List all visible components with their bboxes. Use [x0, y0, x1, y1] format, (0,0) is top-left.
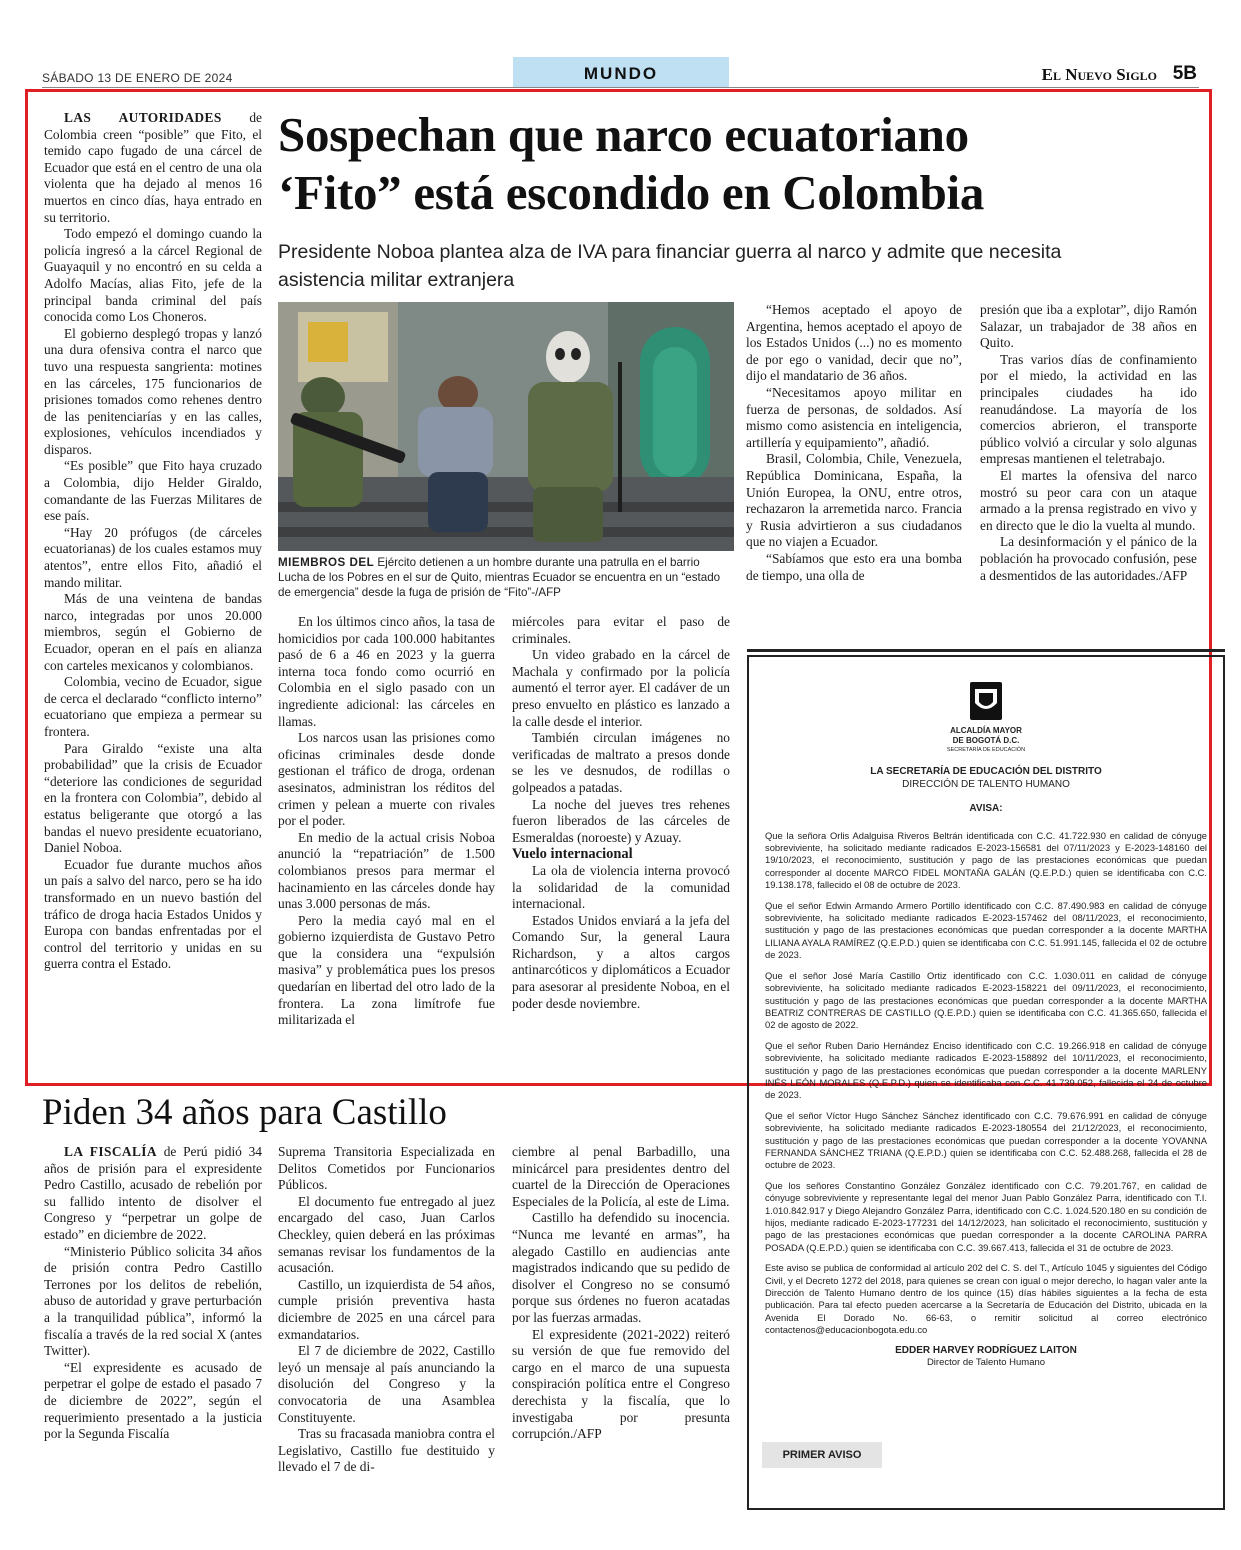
- paragraph: presión que iba a explotar”, dijo Ramón Salazar, un trabajador de 38 años en Quito.: [980, 302, 1197, 351]
- notice-paragraph: Que el señor José María Castillo Ortiz identificado con C.C. 1.030.011 en calidad de cónyuge sobreviviente, ha solicitado mediante radicados E-2023-158221 del 09/11/2023, el reconocimiento, sustitución y pago de las prestaciones económicas que puedan corresponder a la docente MARTHA BEATRIZ CONTRERAS DE CASTILLO (Q.E.P.D.) quien se identificaba con C.C. 41.365.650, fallecida el 02 de agosto de 2022.: [765, 969, 1207, 1031]
- notice-paragraph: Que los señores Constantino González González identificado con C.C. 79.201.767, en calidad de cónyuge sobreviviente y representante legal del menor Juan Pablo González Parra, identificado con T.I. 1.010.842.917 y Diego Alejandro González Parra, identificado con C.C. 1.024.520.180 en su condición de hijos, mediante radicado E-2023-177231 del 14/12/2023, han solicitado el reconocimiento, sustitución y pago de las prestaciones económicas que puedan corresponder a la docente CAROLINA PARRA POSADA (Q.E.P.D.) quien se identificaba con C.C. 39.667.413, fallecida el 31 de octubre de 2023.: [765, 1179, 1207, 1253]
- caption-lead: MIEMBROS DEL: [278, 556, 375, 569]
- paragraph: Colombia, vecino de Ecuador, sigue de cerca el declarado “conflicto interno” ecuatoriano que empieza a permear su frontera.: [44, 674, 262, 739]
- notice-paragraph: Que la señora Orlis Adalguisa Riveros Beltrán identificada con C.C. 41.722.930 en calidad de cónyuge sobreviviente, ha solicitado mediante radicados E-2023-156581 del 07/11/2023 y E-2023-148160 del 19/10/2023, el reconocimiento, sustitución y pago de las prestaciones económicas que puedan corresponder al docente MARCO FIDEL MONTAÑA GALÁN (Q.E.P.D.) quien se identificaba con C.C. 19.138.178, fallecido el 08 de octubre de 2023.: [765, 829, 1207, 891]
- paragraph: Para Giraldo “existe una alta probabilidad” que la crisis de Ecuador “deteriore las condiciones de seguridad en la frontera con Colombia”, debido al estatus beligerante que otorgó a las bandas el nuevo presidente ecuatoriano, Daniel Noboa.: [44, 740, 262, 856]
- paragraph: Castillo, un izquierdista de 54 años, cumple prisión preventiva hasta diciembre de 2025 en una cárcel para exmandatarios.: [278, 1276, 495, 1342]
- paragraph: Más de una veintena de bandas narco, integradas por unos 20.000 miembros, según el Gobierno de Ecuador, operan en el país en alianza con carteles mexicanos y colombianos.: [44, 591, 262, 673]
- notice-top-rule: [747, 649, 1225, 652]
- paragraph: Los narcos usan las prisiones como oficinas criminales desde donde gestionan el tráfico de droga, ordenan asesinatos, administran los réditos del crimen y pelean a muerte con rivales por el poder.: [278, 730, 495, 829]
- newspaper-brand: El Nuevo Siglo: [1041, 65, 1157, 84]
- paragraph: El expresidente (2021-2022) reiteró su versión de que fue removido del cargo en el marco de una supuesta conspiración política entre el Congreso derechista y la fiscalía, que lo investigaba por presunta corrupción./AFP: [512, 1326, 730, 1442]
- section-label: MUNDO: [513, 57, 729, 87]
- notice-office: LA SECRETARÍA DE EDUCACIÓN DEL DISTRITO: [870, 766, 1102, 778]
- headline-line-2: ‘Fito” está escondido en Colombia: [278, 165, 985, 220]
- notice-signer-title: Director de Talento Humano: [926, 1357, 1046, 1369]
- paragraph: Un video grabado en la cárcel de Machala y confirmado por la policía aumentó el terror ayer. El cadáver de un preso envuelto en plástico es lanzado a la calle desde el interior.: [512, 647, 730, 729]
- castillo-headline: Piden 34 años para Castillo: [42, 1092, 447, 1133]
- crest-line-1: ALCALDÍA MAYOR: [950, 726, 1022, 736]
- paragraph: El 7 de diciembre de 2022, Castillo leyó un mensaje al país anunciando la disolución del Congreso y la convocatoria de una Asamblea Constituyente.: [278, 1343, 495, 1425]
- paragraph: También circulan imágenes no verificadas de maltrato a presos donde se les ve desnudos, de rodillas o golpeados a patadas.: [512, 730, 730, 795]
- paragraph: Pero la media cayó mal en el gobierno izquierdista de Gustavo Petro que la considera una “expulsión masiva” y problemática pues los presos quedarían en libertad del otro lado de la frontera. La zona limítrofe fue militarizada el: [278, 912, 495, 1028]
- subhead: Vuelo internacional: [512, 846, 633, 863]
- notice-paragraph: Que el señor Víctor Hugo Sánchez Sánchez identificado con C.C. 79.676.991 en calidad de cónyuge sobreviviente, ha solicitado mediante radicados E-2023-180554 del 21/12/2023, el reconocimiento, sustitución y pago de las prestaciones económicas que puedan corresponder a la docente YOVANNA FERNANDA SÁNCHEZ TRIANA (Q.E.P.D.) quien se identificaba con C.C. 52.488.268, fallecida el 28 de octubre de 2023.: [765, 1109, 1207, 1171]
- paragraph: Estados Unidos enviará a la jefa del Comando Sur, la general Laura Richardson, y a altos cargos antinarcóticos y diplomáticos a Ecuador para asesorar al presidente Noboa, en el poder desde noviembre.: [512, 912, 730, 1011]
- crest-line-3: SECRETARÍA DE EDUCACIÓN: [946, 747, 1026, 754]
- paragraph: La noche del jueves tres rehenes fueron liberados de las cárceles de Esmeraldas (noroeste) y Azuay.: [512, 796, 730, 845]
- notice-signer: EDDER HARVEY RODRÍGUEZ LAITON: [895, 1344, 1077, 1356]
- castillo-column-1: [44, 1144, 262, 1443]
- notice-department: DIRECCIÓN DE TALENTO HUMANO: [902, 778, 1070, 790]
- fito-column-2: [278, 614, 495, 1029]
- notice-avisa: AVISA:: [969, 803, 1003, 815]
- notice-paragraph: Que el señor Edwin Armando Armero Portillo identificado con C.C. 87.490.983 en calidad de cónyuge sobreviviente, ha solicitado mediante radicados E-2023-157462 del 08/11/2023, el reconocimiento, sustitución y pago de las prestaciones económicas que puedan corresponder a la docente MARTHA LILIANA AYALA RAMÍREZ (Q.E.P.D.) quien se identificaba con C.C. 51.991.145, fallecida el 02 de octubre de 2023.: [765, 899, 1207, 961]
- coat-of-arms-icon: [969, 681, 1003, 721]
- paragraph: Brasil, Colombia, Chile, Venezuela, República Dominicana, España, la Unión Europea, la ONU, entre otros, rechazaron la arremetida narco. Francia y Rusia advirtieron a sus ciudadanos que no viajen a Ecuador.: [746, 451, 962, 550]
- paragraph: “Necesitamos apoyo militar en fuerza de personas, de soldados. Así mismo como asistencia en inteligencia, artillería y equipamiento”, añadió.: [746, 384, 962, 450]
- headline: [278, 106, 1078, 222]
- castillo-column-2: [278, 1144, 495, 1476]
- crest-block: [765, 681, 1207, 754]
- header-rule: [42, 87, 1199, 88]
- paragraph: Tras su fracasada maniobra contra el Legislativo, Castillo fue destituido y llevado el 7 de di-: [278, 1426, 495, 1475]
- paragraph: “El expresidente es acusado de perpetrar el golpe de estado el pasado 7 de diciembre de 2022”, según el requerimiento presentado a la justicia por la Segunda Fiscalía: [44, 1359, 262, 1442]
- paragraph: Suprema Transitoria Especializada en Delitos Cometidos por Funcionarios Públicos.: [278, 1144, 495, 1193]
- paragraph: El documento fue entregado al juez encargado del caso, Juan Carlos Checkley, quien deberá en las próximas semanas revisar los fundamentos de la acusación.: [278, 1193, 495, 1276]
- photo-illustration: [278, 302, 734, 551]
- paragraph: El martes la ofensiva del narco mostró su peor cara con un ataque armado a la prensa registrado en vivo y en directo que le dio la vuelta al mundo.: [980, 467, 1197, 533]
- deck: Presidente Noboa plantea alza de IVA para financiar guerra al narco y admite que necesita asistencia militar extranjera: [278, 241, 1062, 291]
- notice-paragraph: Que el señor Ruben Dario Hernández Enciso identificado con C.C. 19.266.918 en calidad de cónyuge sobreviviente, ha solicitado mediante radicados E-2023-158892 del 10/11/2023, el reconocimiento, sustitución y pago de las prestaciones económicas que puedan corresponder a la docente MARLENY INÉS LEÓN MORALES (Q.E.P.D.) quien se identificaba con C.C. 41.739.052, fallecida el 24 de octubre de 2023.: [765, 1039, 1207, 1101]
- news-photo: [278, 302, 734, 551]
- paragraph: “Sabíamos que esto era una bomba de tiempo, una olla de: [746, 550, 962, 583]
- paragraph: “Ministerio Público solicita 34 años de prisión contra Pedro Castillo Terrones por los delitos de rebelión, abuso de autoridad y grave perturbación a la tranquilidad pública”, informó la fiscalía a través de la red social X (antes Twitter).: [44, 1243, 262, 1359]
- paragraph: Castillo ha defendido su inocencia. “Nunca me levanté en armas”, ha alegado Castillo en audiencias ante magistrados indicando que su pedido de disolver el Congreso no se consumó porque sus órdenes no fueron acatadas por las fuerzas armadas.: [512, 1210, 730, 1325]
- paragraph: Ecuador fue durante muchos años un país a salvo del narco, pero se ha ido transformado en un nuevo bastión del tráfico de droga hacia Estados Unidos y Europa con bandas enfrentadas por el control del territorio y unidas en su guerra contra el Estado.: [44, 856, 262, 972]
- paragraph: LAS AUTORIDADES de Colombia creen “posible” que Fito, el temido capo fugado de una cárcel de Ecuador que está en el centro de una ola violenta que ha dejado al menos 16 muertos en cinco días, haya entrado en su territorio.: [44, 110, 262, 225]
- paragraph: Todo empezó el domingo cuando la policía ingresó a la cárcel Regional de Guayaquil y no encontró en su celda a Adolfo Macías, alias Fito, jefe de la principal banda criminal del país conocida como Los Choneros.: [44, 226, 262, 325]
- photo-caption: MIEMBROS DEL Ejército detienen a un hombre durante una patrulla en el barrio Lucha de los Pobres en el sur de Quito, mientras Ecuador se encuentra en un “estado de emergencia” desde la fuga de prisión de “Fito”-/AFP: [278, 556, 721, 599]
- paragraph: En medio de la actual crisis Noboa anunció la “repatriación” de 1.500 colombianos presos para mermar el hacinamiento en las cárceles donde hay unas 3.000 personas de más.: [278, 829, 495, 912]
- public-notice: [747, 655, 1225, 1510]
- fito-column-5: [980, 302, 1197, 584]
- paragraph: ciembre al penal Barbadillo, una minicárcel para presidentes dentro del cuartel de la Dirección de Operaciones Especiales de la Policía, al este de Lima.: [512, 1144, 730, 1209]
- paragraph: “Hemos aceptado el apoyo de Argentina, hemos aceptado el apoyo de los Estados Unidos (...) no es momento de por ego o vanidad, decir que no”, dijo el mandatario de 36 años.: [746, 302, 962, 384]
- paragraph: “Es posible” que Fito haya cruzado a Colombia, dijo Helder Giraldo, comandante de las Fuerzas Militares de ese país.: [44, 458, 262, 524]
- crest-line-2: DE BOGOTÁ D.C.: [952, 736, 1020, 746]
- paragraph: Tras varios días de confinamiento por el miedo, la actividad en las principales ciudades ha ido reanudándose. La mayoría de los comercios abrieron, el transporte público volvió a circular y solo algunas empresas mantienen el teletrabajo.: [980, 351, 1197, 467]
- paragraph: LA FISCALÍA de Perú pidió 34 años de prisión para el expresidente Pedro Castillo, acusado de rebelión por su fallido intento de disolver el Congreso y “perpetrar un golpe de estado” en diciembre de 2022.: [44, 1144, 262, 1242]
- fito-column-1: [44, 110, 262, 973]
- lead-caps: LA FISCALÍA: [64, 1144, 157, 1159]
- issue-date: SÁBADO 13 DE ENERO DE 2024: [42, 71, 233, 85]
- paragraph: miércoles para evitar el paso de criminales.: [512, 614, 730, 646]
- notice-paragraph: Este aviso se publica de conformidad al artículo 202 del C. S. del T., Artículo 1045 y siguientes del Código Civil, y el Decreto 1272 del 2018, para quienes se crean con igual o mejor derecho, lo hagan valer ante la Dirección de Talento Humano dentro de los quince (15) días hábiles siguientes a la fecha de esta publicación. Para tal efecto pueden acercarse a la Secretaría de Educación del Distrito, ubicada en la Avenida El Dorado No. 66-63, o remitir solicitud al correo electrónico contactenos@educacionbogota.edu.co: [765, 1262, 1207, 1336]
- headline-line-1: Sospechan que narco ecuatoriano: [278, 107, 969, 162]
- fito-column-4: [746, 302, 962, 584]
- paragraph: “Hay 20 prófugos (de cárceles ecuatorianas) de los cuales estamos muy atentos”, entre ellos Fito, añadió el mando militar.: [44, 524, 262, 590]
- fito-column-3: [512, 614, 730, 1012]
- paragraph: El gobierno desplegó tropas y lanzó una dura ofensiva contra el narco que tuvo una respuesta sangrienta: motines en las cárceles, 175 funcionarios de prisiones tomados como rehenes dentro de las penitenciarías y en las calles, explosiones, vehículos incendiados y disparos.: [44, 325, 262, 457]
- page-number: 5B: [1172, 63, 1197, 84]
- first-notice-badge: PRIMER AVISO: [762, 1442, 882, 1468]
- lead-caps: LAS AUTORIDADES: [64, 110, 222, 125]
- paragraph: La ola de violencia interna provocó la solidaridad de la comunidad internacional.: [512, 862, 730, 912]
- paragraph: En los últimos cinco años, la tasa de homicidios por cada 100.000 habitantes pasó de 6 a 46 en 2023 y la guerra interna toca fondo como ocurrió en Colombia en el siglo pasado con un ingrediente adicional: las cárceles en llamas.: [278, 614, 495, 729]
- paragraph: La desinformación y el pánico de la población ha provocado confusión, pese a desmentidos de las autoridades./AFP: [980, 534, 1197, 583]
- castillo-column-3: [512, 1144, 730, 1443]
